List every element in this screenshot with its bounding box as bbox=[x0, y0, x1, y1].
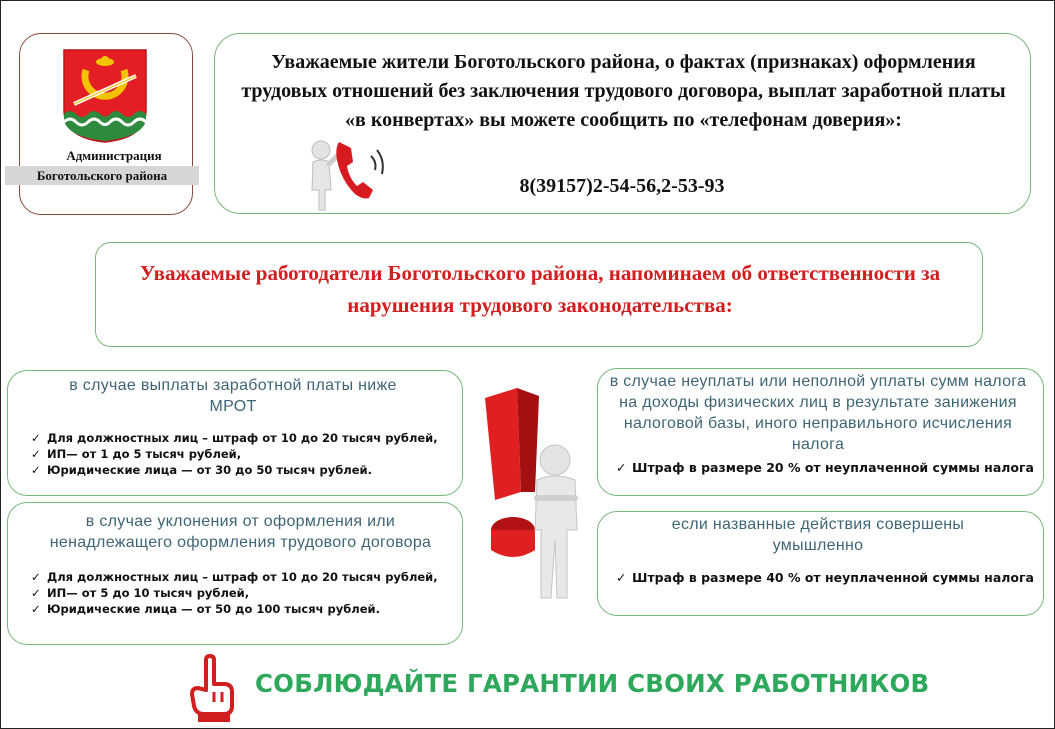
exclamation-person-icon bbox=[477, 380, 589, 605]
list-item: ✓ Для должностных лиц – штраф от 10 до 20 тысяч рублей, bbox=[31, 431, 438, 445]
list-item: ✓ ИП— от 5 до 10 тысяч рублей, bbox=[31, 586, 250, 600]
evasion-list bbox=[31, 569, 451, 617]
check-icon: ✓ bbox=[31, 431, 41, 445]
list-item: ✓ ИП— от 1 до 5 тысяч рублей, bbox=[31, 447, 242, 461]
list-item: ✓ Юридические лица — от 50 до 100 тысяч рублей. bbox=[31, 602, 380, 616]
district-label: Боготольского района bbox=[5, 166, 199, 185]
hotline-panel bbox=[214, 33, 1031, 214]
admin-label: Администрация bbox=[66, 148, 162, 163]
tax-list bbox=[616, 459, 1036, 477]
list-item: ✓ Для должностных лиц – штраф от 10 до 20 тысяч рублей, bbox=[31, 570, 438, 584]
check-icon: ✓ bbox=[616, 570, 627, 585]
bottom-slogan: СОБЛЮДАЙТЕ ГАРАНТИИ СВОИХ РАБОТНИКОВ bbox=[255, 669, 930, 698]
list-item: ✓ Юридические лица — от 30 до 50 тысяч рублей. bbox=[31, 463, 372, 477]
tax-panel bbox=[597, 368, 1044, 496]
tax-heading: в случае неуплаты или неполной уплаты сумм налога на доходы физических лиц в результате занижения налоговой базы, иного неправильного исчисления налога bbox=[609, 373, 1027, 453]
pointing-hand-icon bbox=[188, 654, 238, 724]
min-wage-heading: в случае выплаты заработной платы ниже МРОТ bbox=[69, 377, 397, 415]
min-wage-panel bbox=[7, 370, 463, 496]
list-item: ✓ Штраф в размере 40 % от неуплаченной суммы налога bbox=[616, 570, 1034, 585]
check-icon: ✓ bbox=[616, 460, 627, 475]
district-coat-of-arms-icon bbox=[62, 48, 148, 144]
check-icon: ✓ bbox=[31, 463, 41, 477]
check-icon: ✓ bbox=[31, 570, 41, 584]
hotline-message: Уважаемые жители Боготольского района, о фактах (признаках) оформления трудовых отношений без заключения трудового договора, выплат заработной платы «в конвертах» вы можете сообщить по «телефонам доверия»: bbox=[241, 51, 1006, 131]
employers-message: Уважаемые работодатели Боготольского района, напоминаем об ответственности за нарушения трудового законодательства: bbox=[139, 261, 941, 317]
person-with-phone-icon bbox=[299, 134, 391, 214]
intentional-list bbox=[616, 569, 1036, 587]
logo-panel bbox=[19, 33, 193, 215]
check-icon: ✓ bbox=[31, 447, 41, 461]
check-icon: ✓ bbox=[31, 586, 41, 600]
intentional-panel bbox=[597, 511, 1044, 616]
hotline-phones: 8(39157)2-54-56,2-53-93 bbox=[519, 175, 725, 197]
list-item: ✓ Штраф в размере 20 % от неуплаченной суммы налога bbox=[616, 460, 1034, 475]
min-wage-list bbox=[31, 430, 451, 478]
employers-panel bbox=[95, 242, 983, 347]
evasion-panel bbox=[7, 502, 463, 645]
check-icon: ✓ bbox=[31, 602, 41, 616]
evasion-heading: в случае уклонения от оформления или ненадлежащего оформления трудового договора bbox=[49, 513, 432, 551]
intentional-heading: если названные действия совершены умышленно bbox=[671, 516, 965, 554]
